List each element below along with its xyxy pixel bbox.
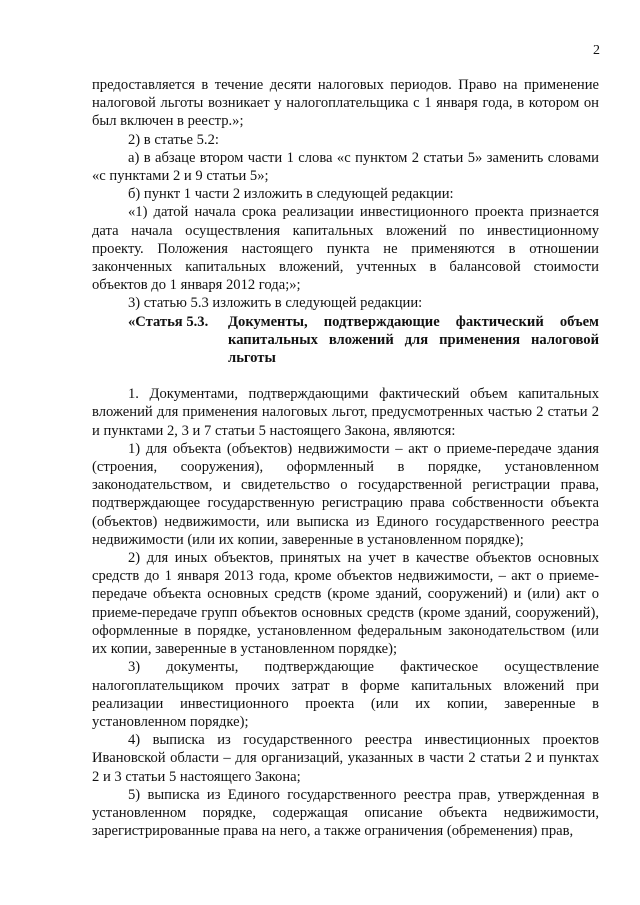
article-title: Документы, подтверждающие фактический объем капитальных вложений для применения налоговой льготы [228,313,599,367]
page-number: 2 [593,43,600,58]
document-body [92,76,599,840]
list-item-3: 3) документы, подтверждающие фактическое осуществление налогоплательщиком прочих затрат в форме капитальных вложений при реализации инвестиционного проекта (или их копии, заверенные в установленном порядке); [92,659,599,730]
list-item-4: 4) выписка из государственного реестра инвестиционных проектов Ивановской области – для организаций, указанных в части 2 статьи 2 и пунктах 2 и 3 статьи 5 настоящего Закона; [92,732,599,785]
paragraph-item-2: 2) в статье 5.2: [128,131,219,148]
paragraph-1: 1. Документами, подтверждающими фактический объем капитальных вложений для применения налоговых льгот, предусмотренных частью 2 статьи 2 и пунктами 2, 3 и 7 статьи 5 настоящего Закона, являются: [92,386,599,439]
spacer [92,367,599,385]
list-item-2: 2) для иных объектов, принятых на учет в качестве объектов основных средств до 1 января 2013 года, кроме объектов недвижимости, – акт о приеме-передаче объекта основных средств (кроме зданий, сооружений) и (или) акт о приеме-передаче групп объектов основных средств (кроме зданий, сооружений), оформленные в порядке, установленном федеральным законодательством (или их копии, заверенные в установленном порядке); [92,550,599,658]
article-label: «Статья 5.3. [128,313,209,330]
list-item-1: 1) для объекта (объектов) недвижимости – акт о приеме-передаче здания (строения, сооружения), оформленный в порядке, установленном законодательством, и свидетельство о государственной регистрации права, подтверждающее государственную регистрацию права собственности объекта (объектов) недвижимости, или выписка из Единого государственного реестра недвижимости (или их копии, заверенные в установленном порядке); [92,440,599,548]
article-heading [92,313,599,368]
paragraph-item-3: 3) статью 5.3 изложить в следующей редакции: [128,295,423,312]
list-item-5: 5) выписка из Единого государственного реестра прав, утвержденная в установленном порядке, содержащая описание объекта недвижимости, зарегистрированные права на него, а также ограничения (обременения) прав, [92,786,599,840]
paragraph-item-2a: а) в абзаце втором части 1 слова «с пунктом 2 статьи 5» заменить словами «с пунктами 2 и 9 статьи 5»; [92,149,599,185]
paragraph-continuation: предоставляется в течение десяти налоговых периодов. Право на применение налоговой льготы возникает у налогоплательщика с 1 января года, в котором он был включен в реестр.»; [92,77,599,130]
paragraph-item-2b: б) пункт 1 части 2 изложить в следующей редакции: [128,186,454,203]
paragraph-quote-1: «1) датой начала срока реализации инвестиционного проекта признается дата начала осуществления капитальных вложений по инвестиционному проекту. Положения настоящего пункта не применяются в отношении законченных капитальных вложений, учтенных в балансовой стоимости объектов до 1 января 2012 года;»; [92,204,599,294]
